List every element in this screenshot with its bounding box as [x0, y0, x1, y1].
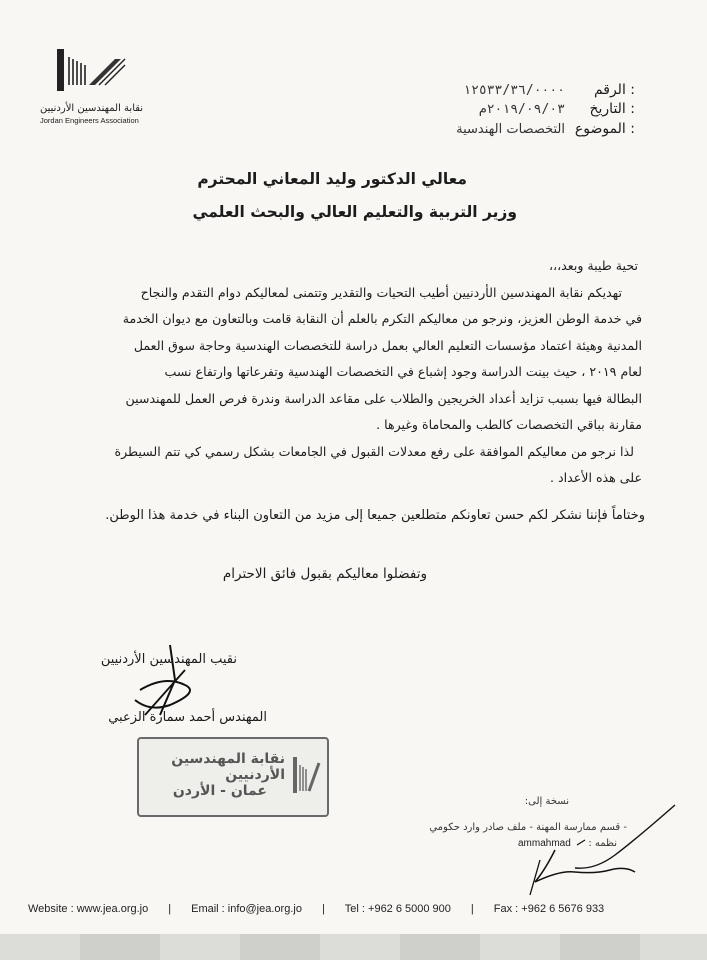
signatory-name: المهندس أحمد سمارة الزعبي [108, 710, 267, 725]
body-line: تهديكم نقابة المهندسين الأردنيين أطيب التحيات والتقدير وتتمنى لمعاليكم دوام التقدم والنجاح [140, 284, 622, 300]
body-line: مقارنة بباقي التخصصات كالطب والمحاماة وغيرها . [376, 417, 642, 432]
footer-email: Email : info@jea.org.jo [191, 903, 302, 915]
contact-footer [28, 903, 628, 915]
jea-logo-icon [55, 45, 127, 95]
closing-thanks: وختاماً فإننا نشكر لكم حسن تعاونكم متطلعين جميعا إلى مزيد من التعاون البناء في خدمة هذا الوطن. [105, 508, 645, 523]
signatory-title: نقيب المهندسين الأردنيين [100, 652, 237, 667]
footer-separator: | [321, 903, 325, 915]
stamp-org-name: نقابة المهندسين الأردنيين [171, 751, 285, 783]
date-row [395, 99, 635, 119]
body-line: لذا نرجو من معاليكم الموافقة على رفع معدلات القبول في الجامعات بشكل رسمي كي تتم السيطرة [114, 443, 634, 459]
page-bottom-strip [0, 934, 707, 960]
body-line: البطالة فيها بسبب تزايد أعداد الخريجين والطلاب على مقاعد الدراسة وندرة فرص العمل للمهندسين [125, 390, 642, 406]
system-label: نظمه : [588, 838, 617, 849]
subject-row [395, 119, 635, 139]
closing-regards: وتفضلوا معاليكم بقبول فائق الاحترام [222, 566, 427, 582]
org-name-english: Jordan Engineers Association [40, 116, 139, 125]
body-line: في خدمة الوطن العزيز، ونرجو من معاليكم التكرم بالعلم أن النقابة قامت وبالتعاون مع ديوان الخدمة [122, 311, 642, 326]
greeting: تحية طيبة وبعد،،، [548, 258, 638, 273]
ref-label: الرقم : [593, 82, 635, 98]
official-stamp [137, 737, 329, 817]
subject-value: التخصصات الهندسية [456, 121, 565, 137]
footer-tel: Tel : +962 6 5000 900 [344, 903, 451, 915]
cc-item: - قسم ممارسة المهنة - ملف صادر وارد حكومي [429, 822, 627, 833]
cc-heading: نسخة إلى: [524, 796, 569, 807]
footer-fax: Fax : +962 6 5676 933 [493, 903, 605, 915]
letter-body [57, 253, 642, 492]
system-user: ammahmad [518, 838, 571, 849]
date-label: التاريخ : [589, 101, 635, 117]
footer-website: Website : www.jea.org.jo [28, 903, 149, 915]
addressee-title: وزير التربية والتعليم العالي والبحث العلمي [192, 203, 517, 221]
footer-separator: | [168, 903, 172, 915]
subject-label: الموضوع : [574, 121, 635, 137]
addressee-name: معالي الدكتور وليد المعاني المحترم [197, 170, 467, 188]
footer-separator: | [470, 903, 474, 915]
ref-value: ١٢٥٣٣/٣٦/٠٠٠٠ [463, 82, 565, 98]
initials-scribble-icon [515, 800, 685, 900]
stamp-location: عمان - الأردن [172, 783, 267, 799]
body-line: المدنية وهيئة اعتماد مؤسسات التعليم العالي بعمل دراسة للتخصصات الهندسية وحاجة سوق العمل [133, 337, 642, 353]
body-line: لعام ٢٠١٩ ، حيث بينت الدراسة وجود إشباع في التخصصات الهندسية وتفرعاتها وارتفاع نسب [164, 364, 642, 379]
ref-number-row [395, 80, 635, 100]
date-value: ٢٠١٩/٠٩/٠٣م [478, 101, 565, 117]
stamp-logo-icon [291, 753, 321, 799]
org-name-arabic: نقابة المهندسين الأردنيين [40, 103, 144, 114]
body-line: على هذه الأعداد . [550, 470, 642, 485]
